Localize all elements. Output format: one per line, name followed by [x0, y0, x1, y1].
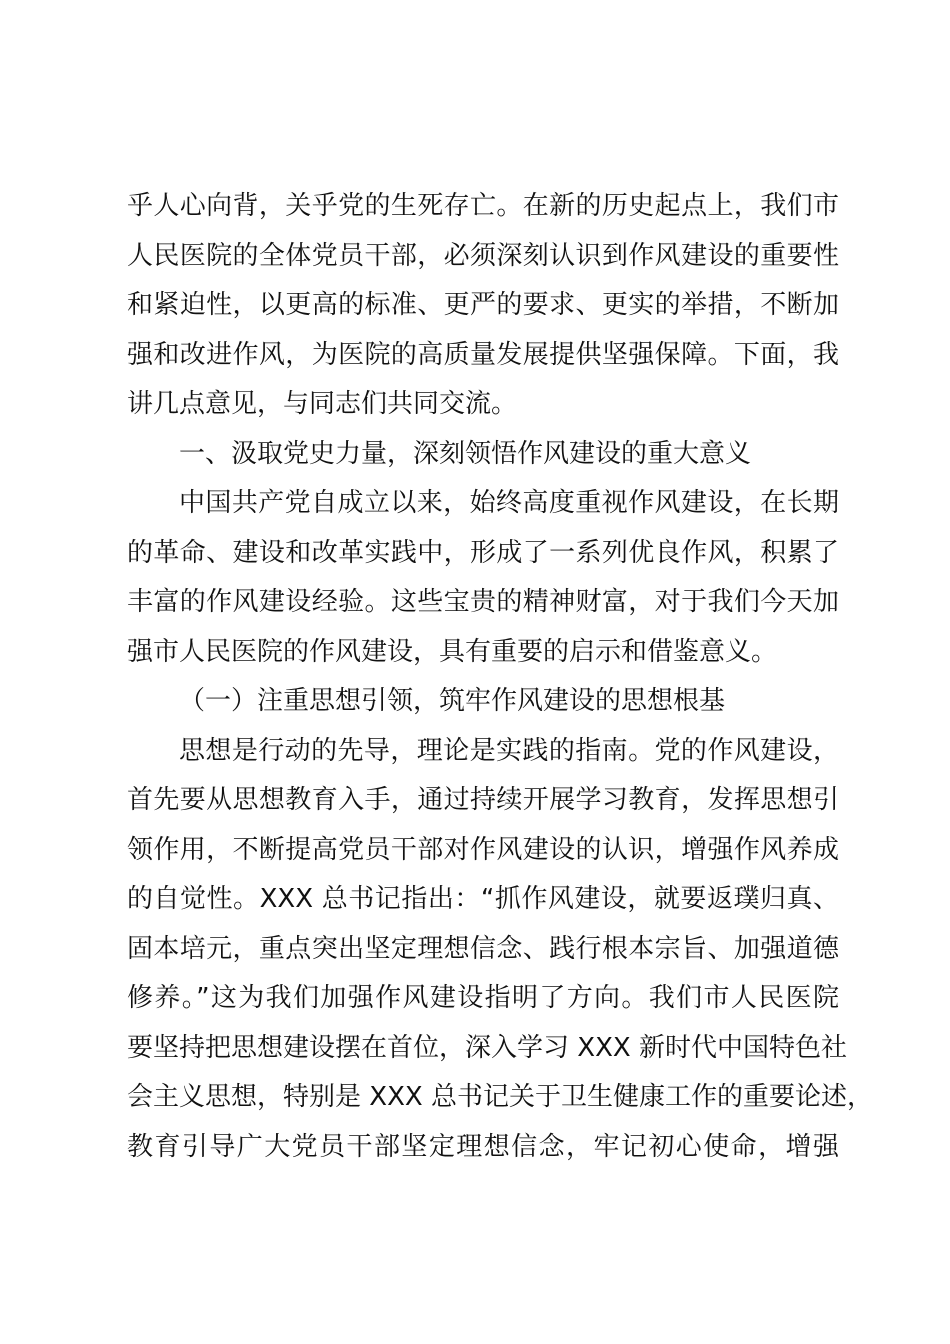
- text-line: 修养。”这为我们加强作风建设指明了方向。我们市人民医院: [127, 983, 839, 1013]
- body-text: [127, 182, 873, 1172]
- section-heading: 一、汲取党史力量，深刻领悟作风建设的重大意义: [179, 438, 752, 469]
- text-line: 中国共产党自成立以来，始终高度重视作风建设，在长期: [179, 488, 839, 518]
- text-line: 领作用，不断提高党员干部对作风建设的认识，增强作风养成: [127, 834, 839, 865]
- text-line: 丰富的作风建设经验。这些宝贵的精神财富，对于我们今天加: [127, 587, 839, 617]
- subsection-heading: （一）注重思想引领，筑牢作风建设的思想根基: [179, 686, 726, 716]
- text-line: 的自觉性。XXX 总书记指出：“抓作风建设，就要返璞归真、: [127, 884, 839, 914]
- text-line: 首先要从思想教育入手，通过持续开展学习教育，发挥思想引: [127, 785, 839, 815]
- text-line: 教育引导广大党员干部坚定理想信念，牢记初心使命，增强: [127, 1131, 839, 1162]
- text-line: 要坚持把思想建设摆在首位，深入学习 XXX 新时代中国特色社: [127, 1032, 847, 1063]
- text-line: 乎人心向背，关乎党的生死存亡。在新的历史起点上，我们市: [127, 191, 839, 221]
- text-line: 的革命、建设和改革实践中，形成了一系列优良作风，积累了: [127, 537, 839, 568]
- text-line: 会主义思想，特别是 XXX 总书记关于卫生健康工作的重要论述，: [127, 1082, 873, 1112]
- text-line: 思想是行动的先导，理论是实践的指南。党的作风建设，: [179, 735, 839, 766]
- text-line: 讲几点意见，与同志们共同交流。: [127, 389, 518, 419]
- text-line: 强市人民医院的作风建设，具有重要的启示和借鉴意义。: [127, 636, 778, 667]
- text-line: 人民医院的全体党员干部，必须深刻认识到作风建设的重要性: [127, 240, 839, 271]
- text-line: 固本培元，重点突出坚定理想信念、践行根本宗旨、加强道德: [127, 933, 839, 964]
- text-line: 和紧迫性，以更高的标准、更严的要求、更实的举措，不断加: [127, 290, 839, 320]
- text-line: 强和改进作风，为医院的高质量发展提供坚强保障。下面，我: [127, 339, 839, 370]
